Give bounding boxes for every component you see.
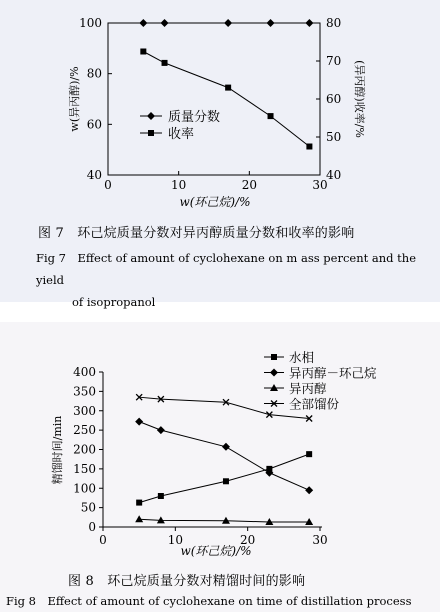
y-tick-label: 350 [73, 384, 96, 399]
data-point-0 [223, 478, 229, 484]
figure-8-panel [0, 322, 440, 612]
data-point-1 [222, 443, 230, 451]
data-point-1 [268, 113, 274, 119]
y-tick-label: 100 [73, 481, 96, 496]
legend-label: 收率 [168, 127, 195, 142]
data-point-0 [267, 19, 275, 27]
legend-label: 异丙醇－环己烷 [289, 365, 377, 381]
data-point-1 [162, 60, 168, 66]
figure-7-caption-en [0, 247, 440, 313]
figure-7-caption-en-line1: Fig 7 Effect of amount of cyclohexane on m ass percent and the yield [36, 251, 416, 287]
x-tick-label: 30 [312, 178, 328, 192]
y-tick-label: 300 [73, 403, 96, 418]
y-axis-label: 精馏时间/min [51, 415, 64, 485]
legend-marker [270, 369, 278, 377]
legend-label: 全部馏份 [289, 396, 340, 412]
x-tick-label: 10 [167, 533, 183, 547]
y2-tick-label: 40 [326, 168, 342, 182]
legend-label: 水相 [289, 350, 315, 365]
legend-marker [148, 130, 154, 136]
y-tick-label: 60 [86, 117, 102, 132]
data-point-0 [305, 19, 313, 27]
x-axis-label: w(环己烷)/% [180, 544, 252, 558]
data-point-2 [135, 515, 143, 522]
x-tick-label: 0 [104, 178, 112, 192]
figure-7-caption-en-line2: of isopropanol [72, 295, 156, 309]
figure-8-caption-cn: 图 8 环己烷质量分数对精馏时间的影响 [68, 574, 306, 589]
y-tick-label: 50 [80, 500, 96, 515]
legend-label: 质量分数 [168, 110, 221, 125]
data-point-1 [225, 85, 231, 91]
x-tick-label: 10 [171, 178, 187, 192]
legend-label: 异丙醇 [289, 381, 327, 396]
y2-tick-label: 80 [326, 16, 342, 30]
y-tick-label: 80 [86, 66, 102, 81]
data-point-1 [135, 418, 143, 426]
data-point-0 [158, 493, 164, 499]
x-tick-label: 0 [99, 533, 107, 547]
legend-marker [271, 354, 277, 360]
y-tick-label: 0 [88, 520, 96, 534]
y-tick-label: 250 [73, 423, 96, 438]
data-point-0 [136, 500, 142, 506]
x-tick-label: 20 [241, 178, 257, 192]
data-point-0 [224, 19, 232, 27]
legend-marker [147, 112, 155, 120]
x-tick-label: 30 [312, 533, 328, 547]
y-tick-label: 100 [79, 16, 102, 30]
data-point-1 [306, 144, 312, 150]
figure-8-caption-en [0, 590, 440, 612]
data-point-0 [139, 19, 147, 27]
y2-tick-label: 50 [326, 130, 342, 144]
figure-7-caption-cn: 图 7 环己烷质量分数对异丙醇质量分数和收率的影响 [38, 226, 355, 241]
data-point-0 [306, 451, 312, 457]
y2-axis-label: (异丙醇)收率/% [353, 60, 366, 138]
figure-7-chart [0, 0, 440, 212]
y2-tick-label: 70 [326, 54, 342, 68]
data-point-1 [305, 486, 313, 494]
x-axis-label: w(环己烷)/% [179, 195, 251, 209]
y-axis-label: w(异丙醇)/% [68, 66, 81, 132]
y-tick-label: 40 [86, 168, 102, 182]
y-tick-label: 400 [73, 365, 96, 379]
y2-tick-label: 60 [326, 92, 342, 106]
x-tick-label: 20 [240, 533, 256, 547]
data-point-0 [161, 19, 169, 27]
figure-8-caption-en-line1: Fig 8 Effect of amount of cyclohexane on time of distillation process [6, 594, 412, 608]
y-tick-label: 150 [73, 461, 96, 476]
plot-frame [108, 23, 320, 175]
y-tick-label: 200 [73, 442, 96, 457]
figure-8-chart [0, 322, 440, 567]
data-point-1 [140, 49, 146, 55]
data-point-1 [157, 426, 165, 434]
